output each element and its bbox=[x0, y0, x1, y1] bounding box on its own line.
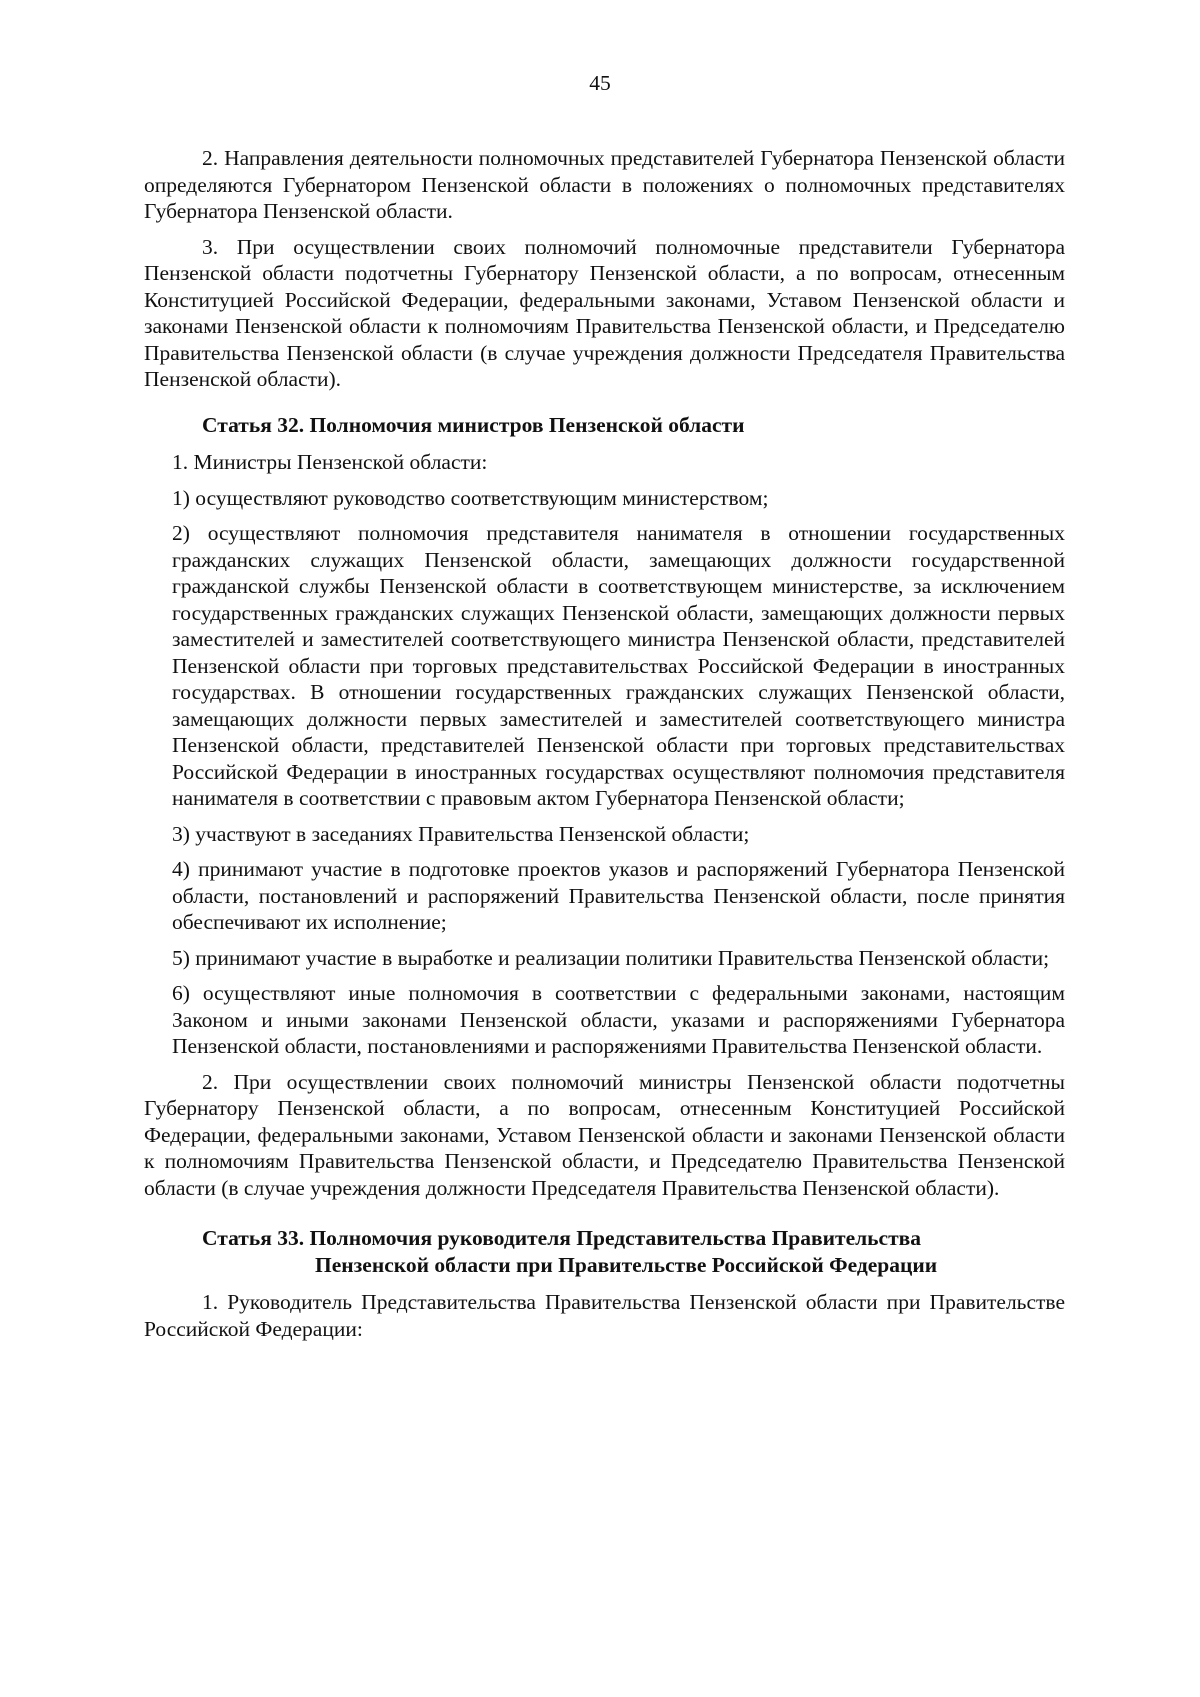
article-33-heading-line-2: Пензенской области при Правительстве Российской Федерации bbox=[315, 1252, 938, 1277]
article-33-heading bbox=[144, 1225, 1065, 1278]
article-32-item-2: 2) осуществляют полномочия представителя нанимателя в отношении государственных гражданских служащих Пензенской области, замещающих должности государственной гражданской службы Пензенской области в соответствующем министерстве, за исключением государственных гражданских служащих Пензенской области, замещающих должности первых заместителей и заместителей соответствующего министра Пензенской области, представителей Пензенской области при торговых представительствах Российской Федерации в иностранных государствах. В отношении государственных гражданских служащих Пензенской области, замещающих должности первых заместителей и заместителей соответствующего министра Пензенской области, представителей Пензенской области при торговых представительствах Российской Федерации в иностранных государствах осуществляют полномочия представителя нанимателя в соответствии с правовым актом Губернатора Пензенской области; bbox=[172, 521, 1065, 810]
article-33-paragraph-1: 1. Руководитель Представительства Правительства Пензенской области при Правительстве Российской Федерации: bbox=[144, 1290, 1065, 1341]
article-32-item-1: 1) осуществляют руководство соответствующим министерством; bbox=[172, 485, 769, 510]
article-32-item-6: 6) осуществляют иные полномочия в соответствии с федеральными законами, настоящим Законом и иными законами Пензенской области, указами и распоряжениями Губернатора Пензенской области, постановлениями и распоряжениями Правительства Пензенской области. bbox=[172, 981, 1065, 1058]
page-number: 45 bbox=[589, 71, 611, 95]
paragraph-directions: 2. Направления деятельности полномочных представителей Губернатора Пензенской области определяются Губернатором Пензенской области в положениях о полномочных представителях Губернатора Пензенской области. bbox=[144, 146, 1065, 223]
article-33-heading-line-1: Статья 33. Полномочия руководителя Представительства Правительства bbox=[202, 1226, 922, 1250]
article-32-item-5: 5) принимают участие в выработке и реализации политики Правительства Пензенской области; bbox=[172, 945, 1050, 970]
article-32-heading: Статья 32. Полномочия министров Пензенской области bbox=[202, 412, 745, 437]
article-32-intro: 1. Министры Пензенской области: bbox=[172, 450, 488, 474]
article-32-item-3: 3) участвуют в заседаниях Правительства Пензенской области; bbox=[172, 821, 750, 846]
article-32-item-4: 4) принимают участие в подготовке проектов указов и распоряжений Губернатора Пензенской области, постановлений и распоряжений Правительства Пензенской области, после принятия обеспечивают их исполнение; bbox=[172, 857, 1065, 934]
article-32-paragraph-2: 2. При осуществлении своих полномочий министры Пензенской области подотчетны Губернатору Пензенской области, а по вопросам, отнесенным Конституцией Российской Федерации, федеральными законами, Уставом Пензенской области и законами Пензенской области к полномочиям Правительства Пензенской области, и Председателю Правительства Пензенской области (в случае учреждения должности Председателя Правительства Пензенской области). bbox=[144, 1069, 1065, 1200]
paragraph-accountability: 3. При осуществлении своих полномочий полномочные представители Губернатора Пензенской области подотчетны Губернатору Пензенской области, а по вопросам, отнесенным Конституцией Российской Федерации, федеральными законами, Уставом Пензенской области и законами Пензенской области к полномочиям Правительства Пензенской области, и Председателю Правительства Пензенской области (в случае учреждения должности Председателя Правительства Пензенской области). bbox=[144, 234, 1065, 391]
document-body bbox=[144, 145, 1065, 1351]
